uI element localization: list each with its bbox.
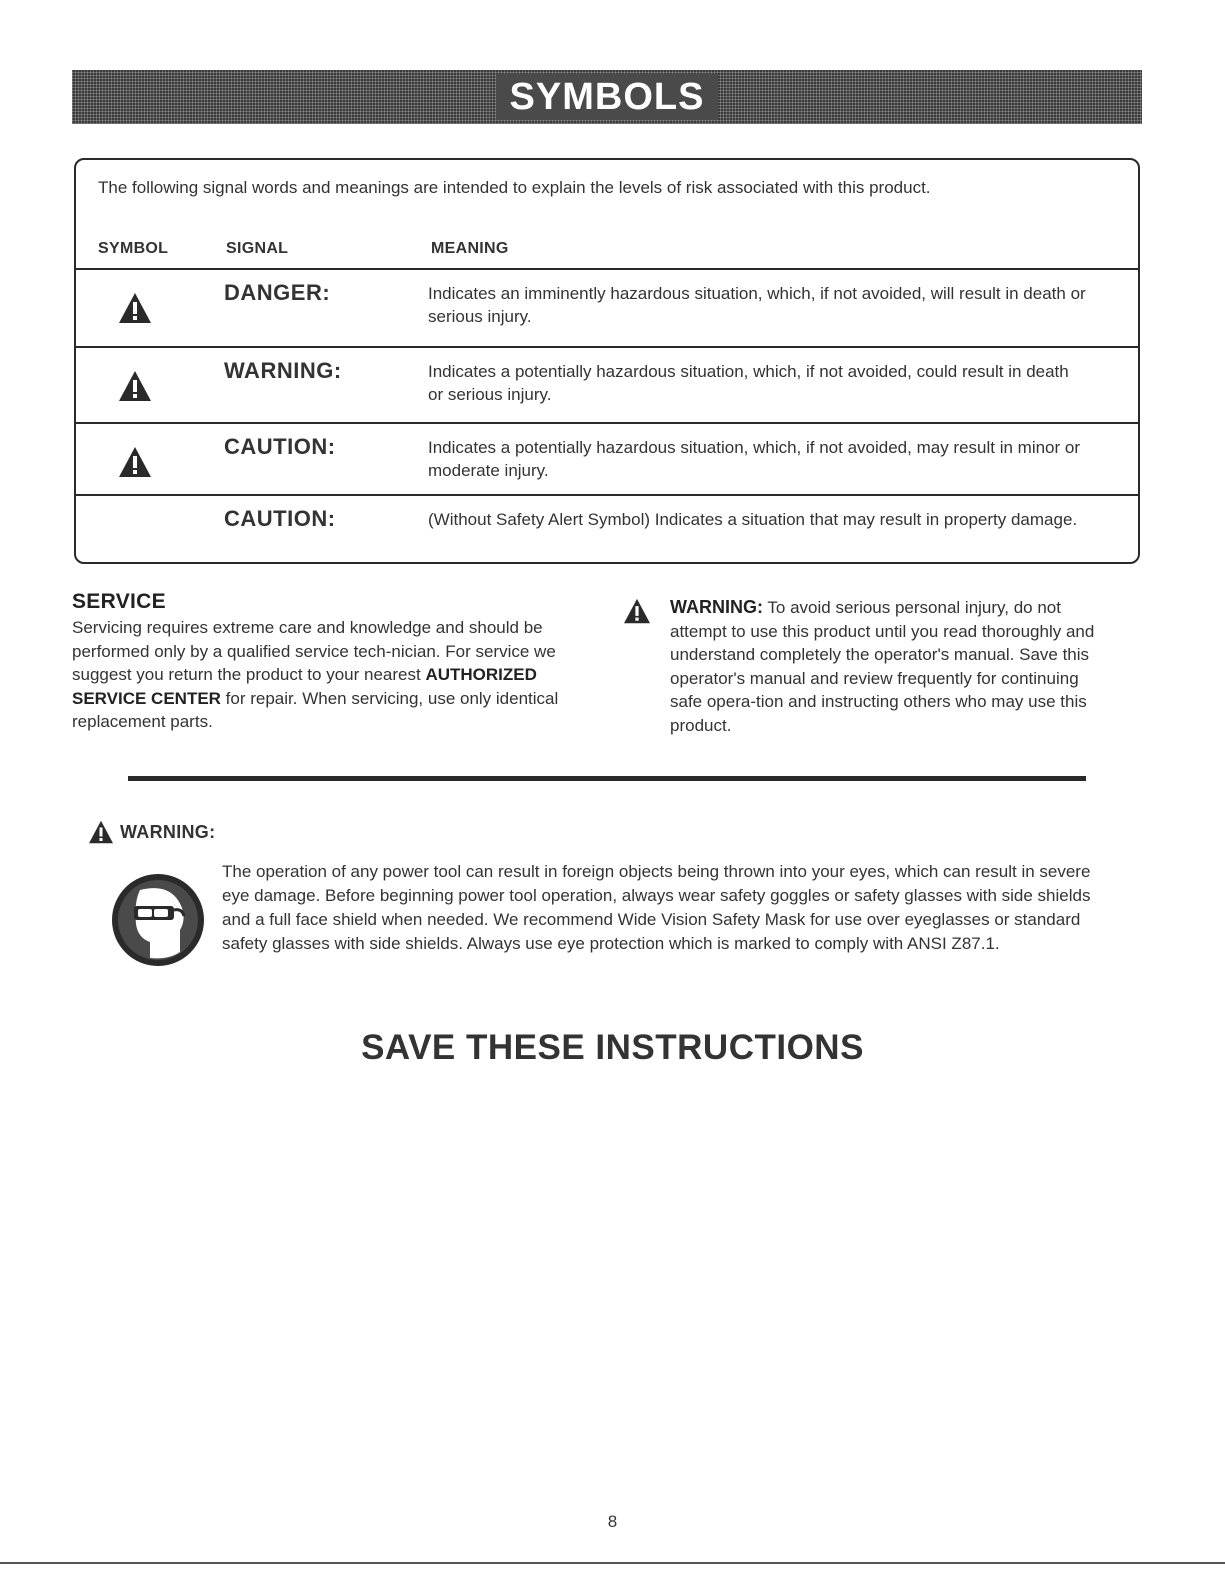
table-row-caution-no-symbol (76, 494, 1138, 564)
signal-meaning: (Without Safety Alert Symbol) Indicates a situation that may result in property damage. (428, 510, 1078, 529)
service-body (72, 616, 582, 734)
manual-warning (622, 596, 1112, 737)
page-bottom-rule (0, 1562, 1225, 1564)
column-header-signal: SIGNAL (226, 240, 289, 257)
table-row-caution (76, 422, 1138, 494)
section-divider (128, 776, 1086, 781)
eye-warning-text: The operation of any power tool can result in foreign objects being thrown into your eyes, which can result in severe eye damage. Before beginning power tool operation, always wear safety goggles or safety glasses with side shields and a full face shield when needed. We recommend Wide Vision Safety Mask for use over eyeglasses or standard safety glasses with side shields. Always use eye protection which is marked to comply with ANSI Z87.1. (222, 862, 1091, 953)
service-text: Servicing requires extreme care and knowledge and should be performed only by a qualified service tech-nician. For service we suggest you return the product to your nearest (72, 618, 556, 684)
signal-meaning: Indicates an imminently hazardous situation, which, if not avoided, will result in death or serious injury. (428, 284, 1086, 326)
signal-word: CAUTION: (224, 434, 336, 459)
manual-warning-label: WARNING: (670, 597, 763, 617)
signal-word: WARNING: (224, 358, 342, 383)
signal-meaning: Indicates a potentially hazardous situation, which, if not avoided, may result in minor or moderate injury. (428, 438, 1081, 480)
title-banner (72, 70, 1142, 124)
signal-word: DANGER: (224, 280, 331, 305)
authorized-service-center: AUTHORIZED SERVICE CENTER (72, 665, 537, 708)
page-number: 8 (607, 1512, 618, 1531)
signal-word: CAUTION: (224, 506, 336, 531)
safety-alert-icon (118, 446, 152, 478)
column-header-symbol: SYMBOL (98, 240, 169, 257)
service-section (72, 590, 582, 734)
table-row-danger (76, 268, 1138, 346)
save-instructions-heading: SAVE THESE INSTRUCTIONS (361, 1028, 864, 1067)
safety-alert-icon (88, 820, 114, 844)
symbols-intro: The following signal words and meanings are intended to explain the levels of risk associated with this product. (98, 178, 931, 197)
table-row-warning (76, 346, 1138, 422)
symbols-table (74, 158, 1140, 564)
signal-meaning: Indicates a potentially hazardous situation, which, if not avoided, could result in death or serious injury. (428, 362, 1069, 404)
safety-alert-icon (118, 292, 152, 324)
service-text-end: for repair. When servicing, use only identical replacement parts. (72, 688, 559, 731)
column-header-meaning: MEANING (431, 240, 509, 257)
safety-alert-icon (118, 370, 152, 402)
service-heading: SERVICE (72, 590, 166, 613)
eye-warning-header (88, 820, 215, 844)
safety-goggles-icon (110, 872, 206, 968)
manual-warning-text (670, 596, 1112, 737)
safety-alert-icon (622, 598, 652, 624)
page-title: SYMBOLS (496, 74, 719, 120)
eye-warning-label: WARNING: (120, 821, 216, 842)
manual-warning-body: To avoid serious personal injury, do not attempt to use this product until you read thoroughly and understand completely the operator's manual. Save this operator's manual and review frequently for continuing safe opera-tion and instructing others who may use this product. (670, 598, 1095, 735)
